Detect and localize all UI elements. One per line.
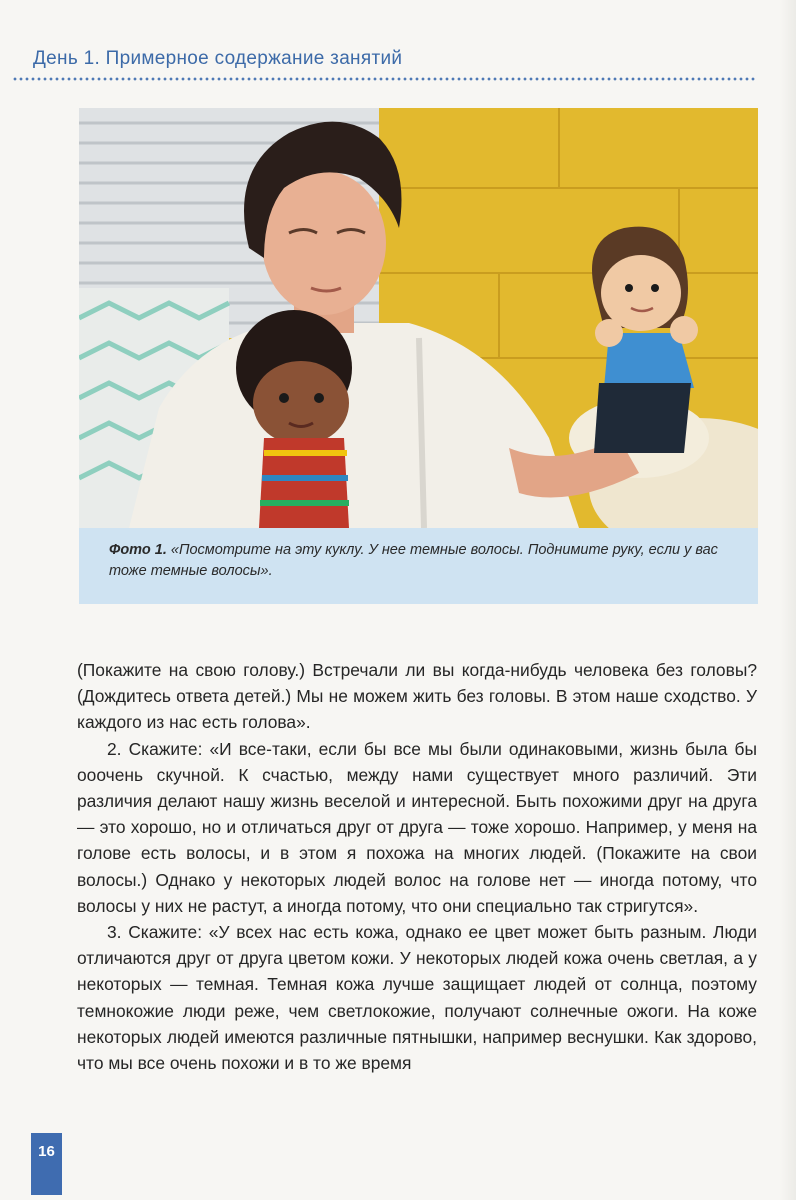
page-edge [780,0,796,1200]
photo-illustration [79,108,758,528]
body-paragraph: 3. Скажите: «У всех нас есть кожа, однако ее цвет может быть разным. Люди отличаются друг от друга цветом кожи. У некоторых людей кожа очень светлая, а у некоторых — темная. Темная кожа лучше защищает людей от солнца, поэтому темнокожие люди реже, чем светлокожие, получают солнечные ожоги. На коже некоторых людей имеются различные пятнышки, например веснушки. Как здорово, что мы все очень похожи и в то же время [77,922,757,1074]
photo-puppets [79,108,758,528]
body-paragraph: (Покажите на свою голову.) Встречали ли вы когда-нибудь человека без головы? (Дождитесь ответа детей.) Мы не можем жить без головы. В этом наше сходство. У каждого из нас есть голова». [77,660,757,733]
page-number-tab [31,1133,62,1195]
caption-label: Фото 1. [109,542,167,558]
photo-figure [79,108,758,604]
caption-text: «Посмотрите на эту куклу. У нее темные волосы. Поднимите руку, если у вас тоже темные волосы». [109,542,718,579]
body-paragraph: 2. Скажите: «И все-таки, если бы все мы были одинаковыми, жизнь была бы ооочень скучной. К счастью, между нами существует много различий. Эти различия делают нашу жизнь веселой и интересной. Быть похожими друг на друга — это хорошо, но и отличаться друг от друга — тоже хорошо. Например, у меня на голове есть волосы, и в этом я похожа на многих людей. (Покажите на свои волосы.) Однако у некоторых людей волос на голове нет — иногда потому, что волосы у них не растут, а иногда потому, что они специально так стригутся». [77,738,757,916]
header-dotted-rule [12,77,757,81]
running-head: День 1. Примерное содержание занятий [33,48,403,69]
photo-caption [109,540,739,582]
body-text [77,657,757,1076]
page-number: 16 [38,1143,55,1160]
